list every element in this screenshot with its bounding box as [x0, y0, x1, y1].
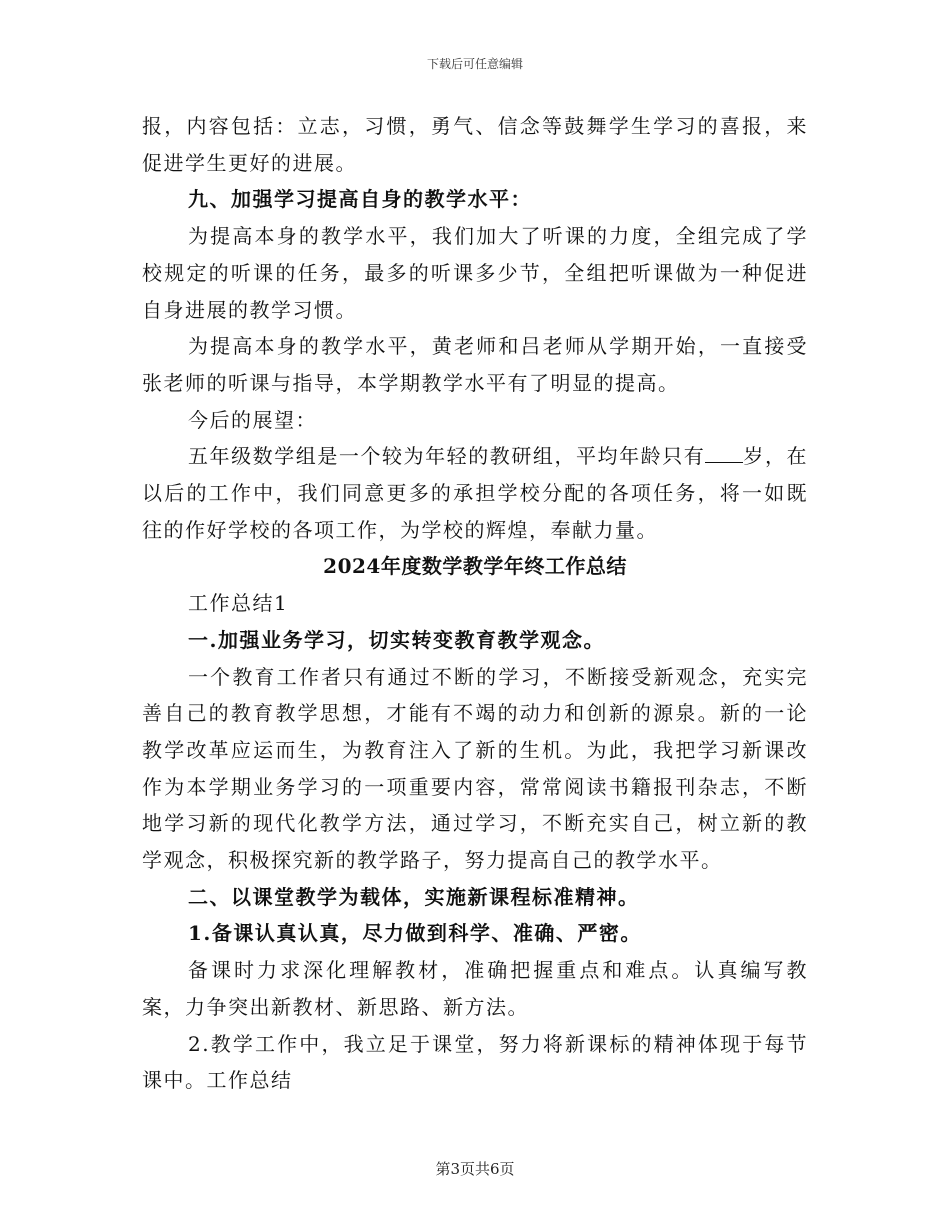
- paragraph-learning: 一个教育工作者只有通过不断的学习，不断接受新观念，充实完善自己的教育教学思想，才能有不竭的动力和创新的源泉。新的一论教学改革应运而生，为教育注入了新的生机。为此，我把学习新课改作为本学期业务学习的一项重要内容，常常阅读书籍报刊杂志，不断地学习新的现代化教学方法，通过学习，不断充实自己，树立新的教学观念，积极探究新的教学路子，努力提高自己的教学水平。: [142, 664, 808, 873]
- outlook-text-end: 岁，在以后的工作中，我们同意更多的承担学校分配的各项任务，将一如既往的作好学校的各项工作，为学校的辉煌，奉献力量。: [142, 444, 809, 542]
- paragraph-classroom: 2.教学工作中，我立足于课堂，努力将新课标的精神体现于每节课中。工作总结: [142, 1031, 808, 1093]
- paragraph-teacher-guidance: 为提高本身的教学水平，黄老师和吕老师从学期开始，一直接受张老师的听课与指导，本学期教学水平有了明显的提高。: [142, 334, 808, 395]
- page-header: 下载后可任意编辑: [426, 57, 523, 71]
- section-heading-one: 一.加强业务学习，切实转变教育教学观念。: [188, 627, 605, 652]
- section-heading-nine: 九、加强学习提高自身的教学水平：: [188, 187, 532, 212]
- page-footer: 第3页共6页: [435, 1160, 515, 1178]
- subsection-heading-lesson-prep: 1.备课认真认真，尽力做到科学、准确、严密。: [188, 921, 642, 946]
- paragraph-continuation: 报，内容包括：立志，习惯，勇气、信念等鼓舞学生学习的喜报，来促进学生更好的进展。: [142, 114, 808, 175]
- outlook-text-start: 五年级数学组是一个较为年轻的教研组，平均年龄只有: [188, 444, 706, 469]
- page-content: [142, 108, 808, 1099]
- age-blank: [705, 444, 743, 463]
- paragraph-outlook-label: 今后的展望：: [188, 407, 317, 432]
- section-heading-two: 二、以课堂教学为载体，实施新课程标准精神。: [188, 884, 640, 909]
- document-title: 2024年度数学教学年终工作总结: [323, 554, 627, 579]
- paragraph-outlook: [142, 438, 808, 548]
- paragraph-lesson-observation: 为提高本身的教学水平，我们加大了听课的力度，全组完成了学校规定的听课的任务，最多的听课多少节，全组把听课做为一种促进自身进展的教学习惯。: [142, 224, 808, 322]
- paragraph-lesson-prep: 备课时力求深化理解教材，准确把握重点和难点。认真编写教案，力争突出新教材、新思路、新方法。: [142, 958, 808, 1019]
- summary-label: 工作总结1: [188, 591, 289, 616]
